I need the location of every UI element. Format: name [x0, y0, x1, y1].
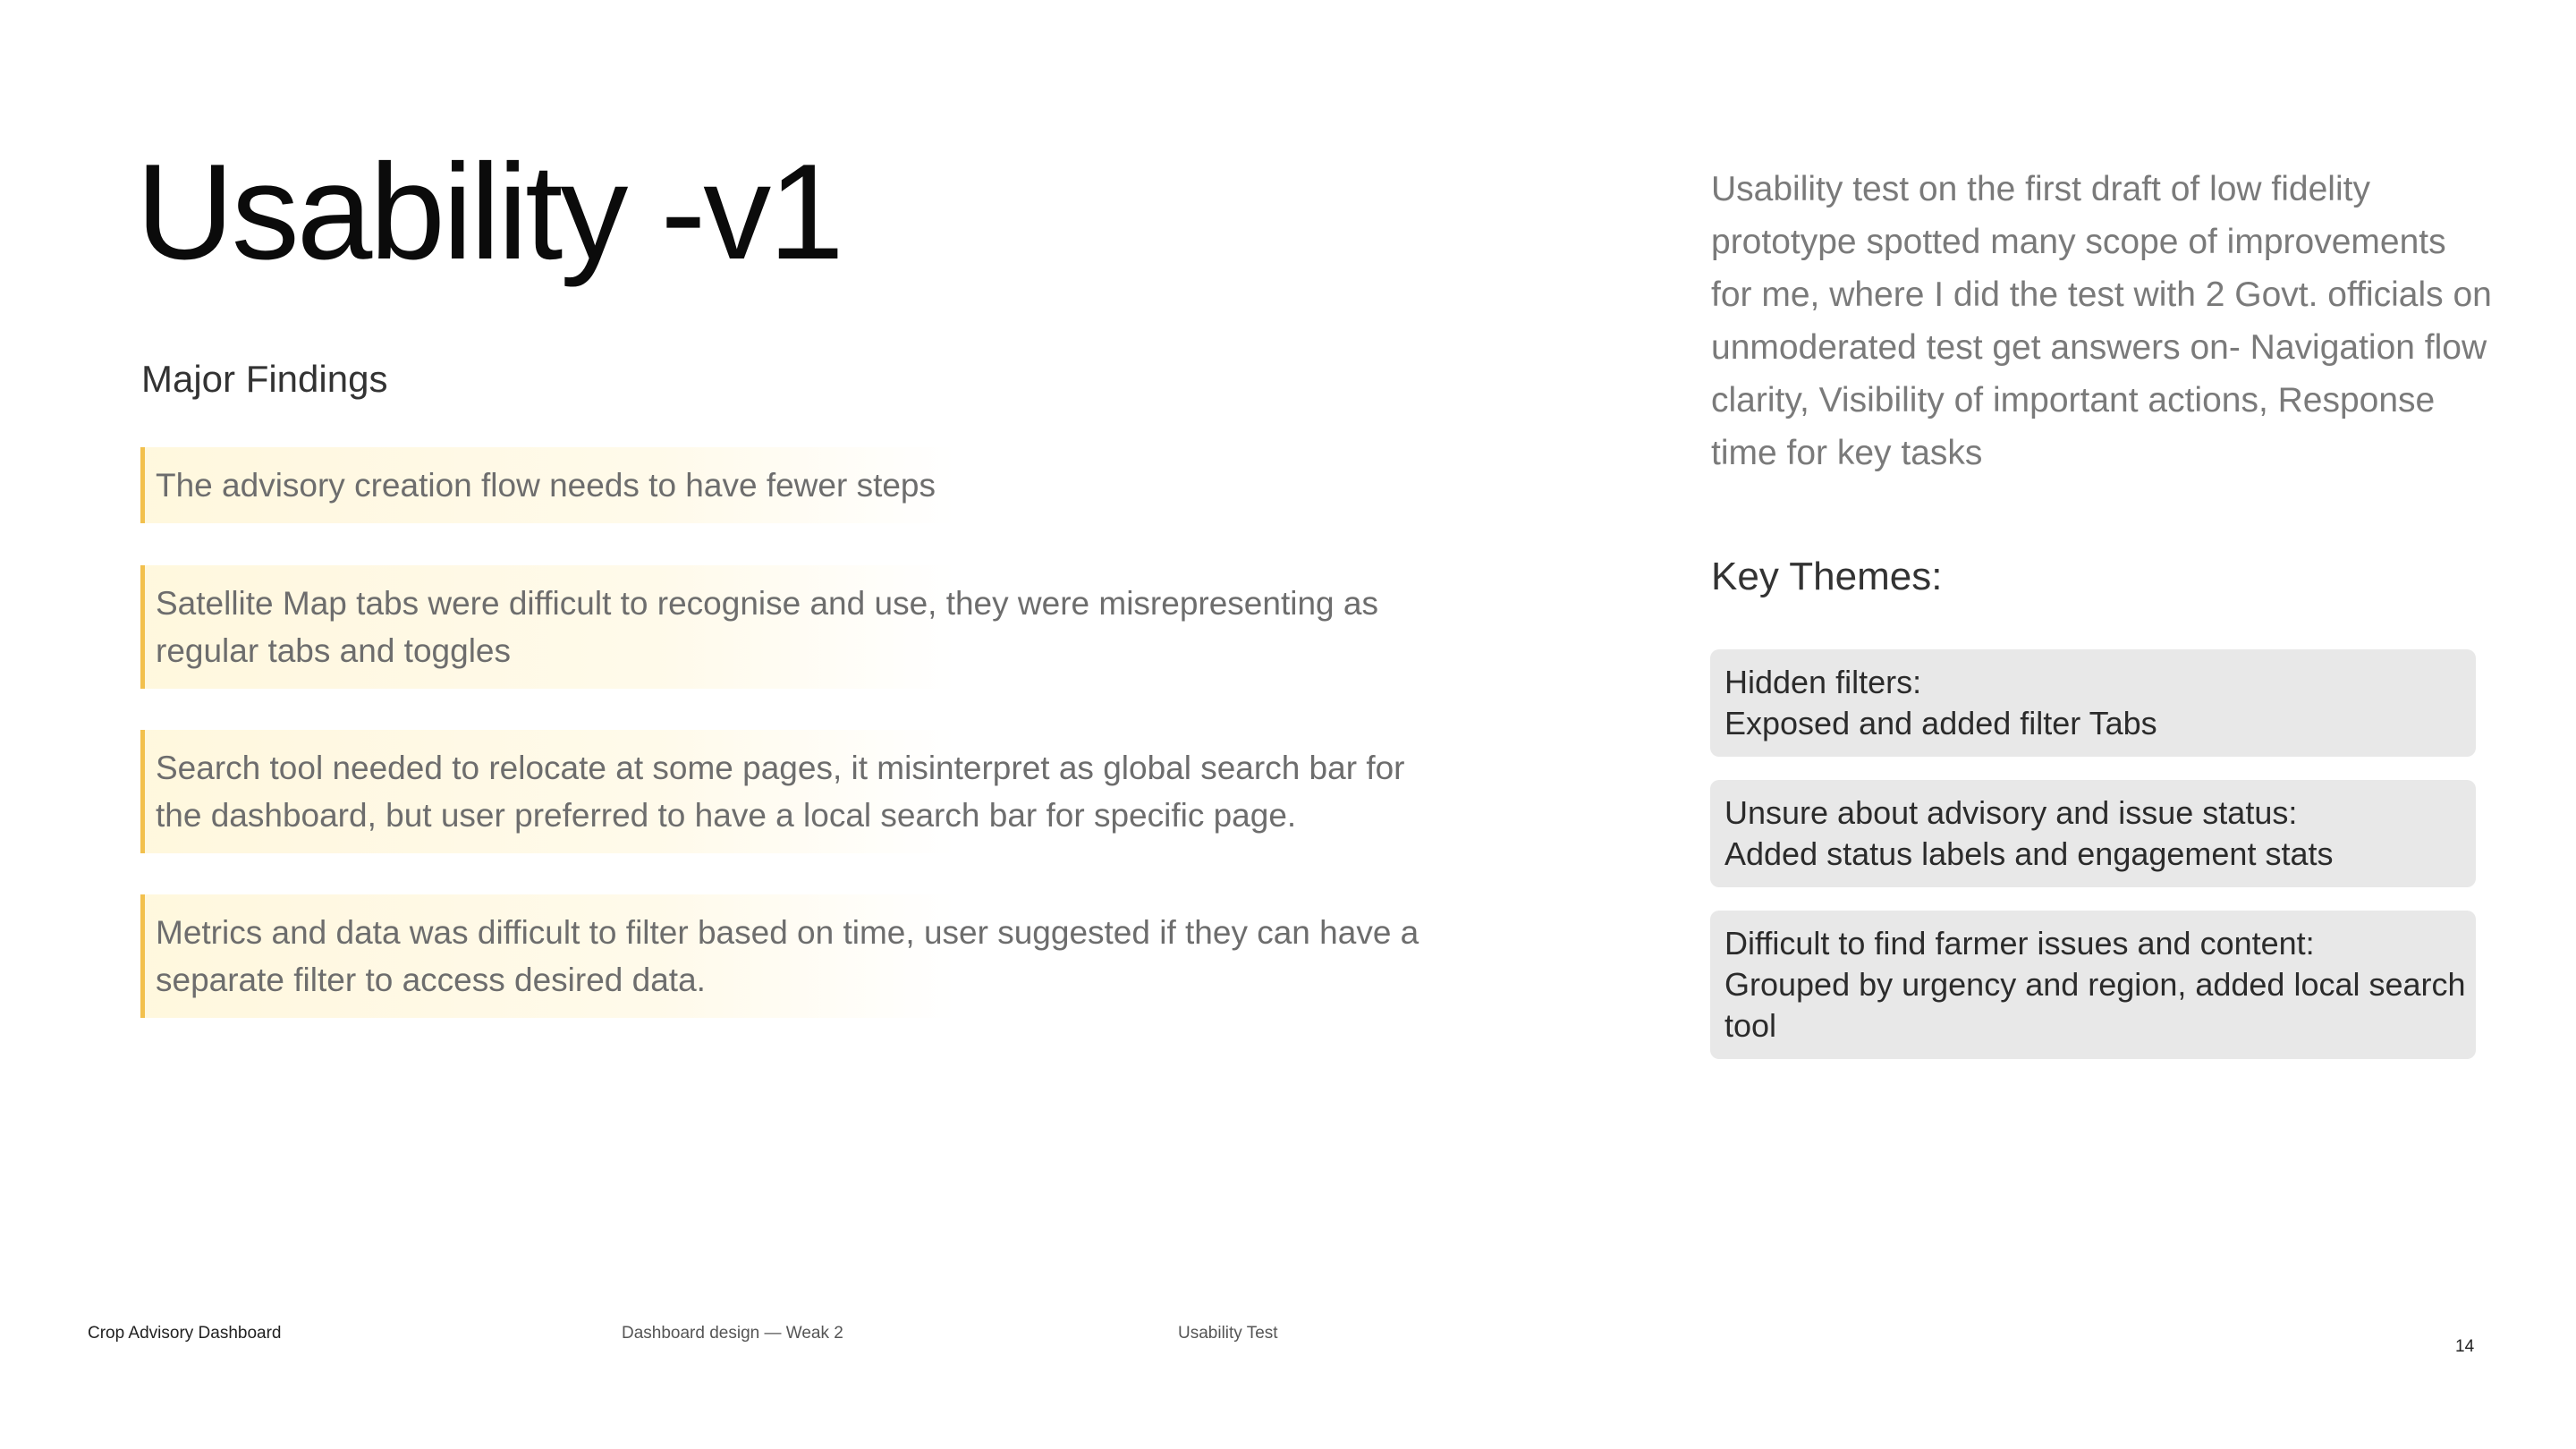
footer-topic: Usability Test: [1178, 1324, 1278, 1343]
major-findings-heading: Major Findings: [141, 358, 388, 400]
finding-text: the dashboard, but user preferred to have a local search bar for specific page.: [156, 797, 1297, 834]
finding-item: [140, 730, 1405, 853]
finding-text: Metrics and data was difficult to filter based on time, user suggested if they can have a: [156, 914, 1419, 951]
theme-card: [1710, 911, 2476, 1059]
theme-card: [1710, 649, 2476, 757]
page-title: Usability -v1: [136, 136, 842, 288]
finding-text: regular tabs and toggles: [156, 632, 511, 669]
finding-text: Satellite Map tabs were difficult to recognise and use, they were misrepresenting as: [156, 585, 1378, 622]
theme-text: Grouped by urgency and region, added local search: [1724, 966, 2466, 1003]
key-themes-heading: Key Themes:: [1711, 555, 1943, 598]
theme-text: Exposed and added filter Tabs: [1724, 705, 2157, 741]
theme-text: Difficult to find farmer issues and content:: [1724, 925, 2315, 962]
finding-text: separate filter to access desired data.: [156, 962, 706, 998]
intro-paragraph: Usability test on the first draft of low fidelity prototype spotted many scope of improvements for me, where I did the test with 2 Govt. officials on unmoderated test get answers on- Navigation flow clarity, Visibility of important actions, Response time for key tasks: [1711, 170, 2492, 472]
finding-item: [140, 447, 1303, 523]
theme-text: tool: [1724, 1007, 1777, 1044]
finding-item: [140, 894, 1419, 1018]
page-number: 14: [2455, 1337, 2475, 1356]
finding-text: Search tool needed to relocate at some pages, it misinterpret as global search bar for: [156, 750, 1405, 786]
footer-project: Crop Advisory Dashboard: [88, 1324, 282, 1343]
footer-section: Dashboard design — Weak 2: [622, 1324, 843, 1343]
finding-item: [140, 565, 1378, 689]
finding-text: The advisory creation flow needs to have fewer steps: [156, 467, 936, 504]
theme-text: Unsure about advisory and issue status:: [1724, 794, 2298, 831]
theme-text: Added status labels and engagement stats: [1724, 835, 2334, 872]
theme-text: Hidden filters:: [1724, 664, 1922, 700]
theme-card: [1710, 780, 2476, 887]
